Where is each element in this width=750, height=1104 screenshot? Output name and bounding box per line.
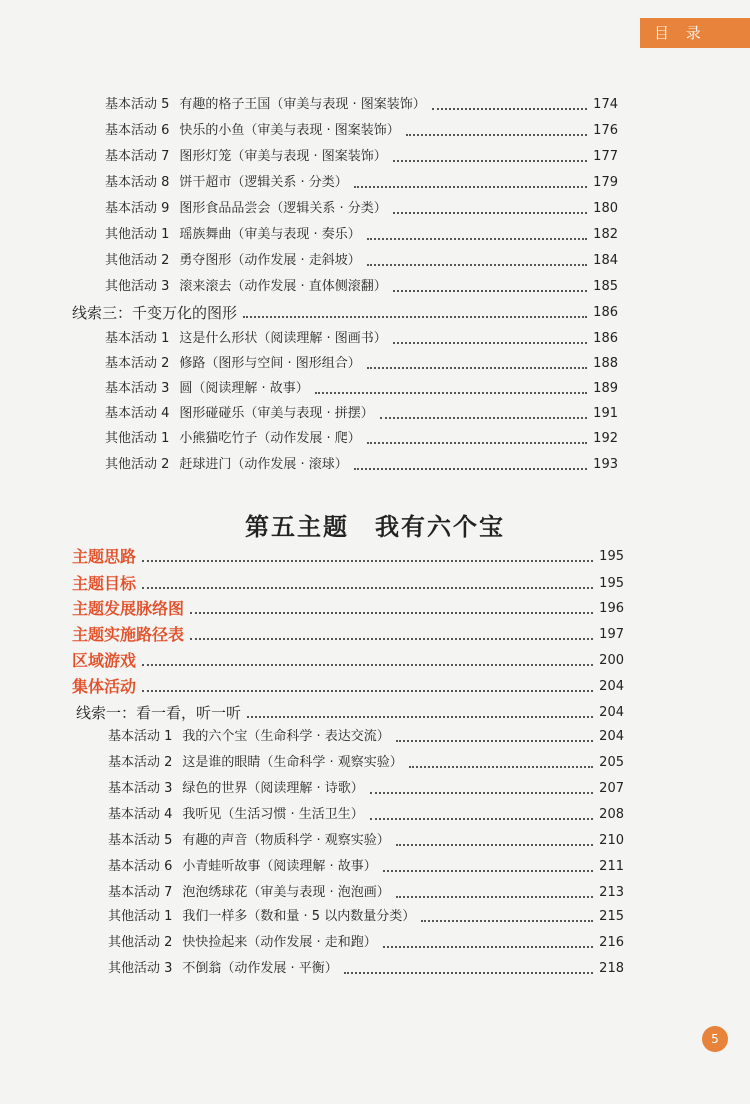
entry-title: 快乐的小鱼（审美与表现 · 图案装饰） xyxy=(179,123,400,138)
toc-entry[interactable] xyxy=(105,428,618,450)
toc-main-entry[interactable] xyxy=(72,598,624,620)
entry-title: 有趣的格子王国（审美与表现 · 图案装饰） xyxy=(179,97,426,112)
entry-page: 195 xyxy=(599,576,624,591)
entry-title: 快快捡起来（动作发展 · 走和跑） xyxy=(182,935,377,950)
entry-title: 小青蛙听故事（阅读理解 · 故事） xyxy=(182,859,377,874)
entry-title: 我的六个宝（生命科学 · 表达交流） xyxy=(182,729,390,744)
entry-page: 186 xyxy=(593,331,618,346)
entry-page: 196 xyxy=(599,601,624,616)
entry-title: 赶球进门（动作发展 · 滚球） xyxy=(179,457,348,472)
entry-label: 基本活动 1 xyxy=(108,729,173,744)
page-number-badge: 5 xyxy=(702,1026,728,1052)
toc-entry[interactable] xyxy=(105,454,618,476)
entry-page: 193 xyxy=(593,457,618,472)
entry-title: 集体活动 xyxy=(72,677,137,696)
toc-entry[interactable] xyxy=(105,250,618,272)
entry-page: 186 xyxy=(593,305,618,320)
dot-leader xyxy=(367,264,587,266)
entry-page: 197 xyxy=(599,627,624,642)
dot-leader xyxy=(243,316,587,318)
entry-label: 基本活动 7 xyxy=(105,149,170,164)
entry-title: 瑶族舞曲（审美与表现 · 奏乐） xyxy=(179,227,361,242)
toc-entry[interactable] xyxy=(105,224,618,246)
dot-leader xyxy=(367,238,587,240)
entry-label: 基本活动 6 xyxy=(105,123,170,138)
entry-page: 189 xyxy=(593,381,618,396)
toc-entry[interactable] xyxy=(108,906,624,928)
dot-leader xyxy=(142,690,593,692)
dot-leader xyxy=(383,946,593,948)
entry-page: 185 xyxy=(593,279,618,294)
entry-page: 191 xyxy=(593,406,618,421)
dot-leader xyxy=(142,587,593,589)
toc-entry[interactable] xyxy=(108,804,624,826)
entry-label: 基本活动 4 xyxy=(105,406,170,421)
entry-page: 211 xyxy=(599,859,624,874)
dot-leader xyxy=(393,212,587,214)
toc-entry[interactable] xyxy=(105,120,618,142)
toc-main-entry[interactable] xyxy=(72,573,624,595)
entry-title: 饼干超市（逻辑关系 · 分类） xyxy=(179,175,348,190)
entry-page: 179 xyxy=(593,175,618,190)
dot-leader xyxy=(370,792,593,794)
dot-leader xyxy=(142,560,593,562)
dot-leader xyxy=(370,818,593,820)
toc-entry[interactable] xyxy=(108,958,624,980)
dot-leader xyxy=(383,870,593,872)
toc-entry[interactable] xyxy=(105,353,618,375)
entry-label: 其他活动 1 xyxy=(108,909,173,924)
entry-label: 基本活动 9 xyxy=(105,201,170,216)
entry-page: 204 xyxy=(599,679,624,694)
toc-entry[interactable] xyxy=(108,882,624,904)
entry-title: 这是谁的眼睛（生命科学 · 观察实验） xyxy=(182,755,403,770)
toc-entry[interactable] xyxy=(108,830,624,852)
entry-page: 200 xyxy=(599,653,624,668)
toc-entry[interactable] xyxy=(108,726,624,748)
entry-title: 有趣的声音（物质科学 · 观察实验） xyxy=(182,833,390,848)
toc-entry[interactable] xyxy=(105,403,618,425)
entry-page: 213 xyxy=(599,885,624,900)
entry-label: 基本活动 2 xyxy=(105,356,170,371)
dot-leader xyxy=(393,160,587,162)
entry-label: 基本活动 5 xyxy=(108,833,173,848)
entry-title: 图形食品品尝会（逻辑关系 · 分类） xyxy=(179,201,387,216)
entry-page: 204 xyxy=(599,705,624,720)
entry-page: 195 xyxy=(599,549,624,564)
entry-title: 修路（图形与空间 · 图形组合） xyxy=(179,356,361,371)
entry-page: 184 xyxy=(593,253,618,268)
entry-label: 基本活动 5 xyxy=(105,97,170,112)
entry-page: 174 xyxy=(593,97,618,112)
entry-page: 205 xyxy=(599,755,624,770)
entry-label: 其他活动 2 xyxy=(108,935,173,950)
entry-page: 216 xyxy=(599,935,624,950)
dot-leader xyxy=(344,972,593,974)
thread-title: 线索一：看一看，听一听 xyxy=(76,704,242,722)
entry-title: 泡泡绣球花（审美与表现 · 泡泡画） xyxy=(182,885,390,900)
entry-title: 圆（阅读理解 · 故事） xyxy=(179,381,309,396)
dot-leader xyxy=(396,896,593,898)
entry-title: 勇夺图形（动作发展 · 走斜坡） xyxy=(179,253,361,268)
toc-entry[interactable] xyxy=(108,778,624,800)
entry-label: 基本活动 1 xyxy=(105,331,170,346)
entry-label: 基本活动 8 xyxy=(105,175,170,190)
entry-title: 主题目标 xyxy=(72,574,137,593)
toc-entry[interactable] xyxy=(105,276,618,298)
toc-entry[interactable] xyxy=(105,198,618,220)
entry-label: 其他活动 1 xyxy=(105,431,170,446)
entry-title: 不倒翁（动作发展 · 平衡） xyxy=(182,961,338,976)
entry-title: 小熊猫吃竹子（动作发展 · 爬） xyxy=(179,431,361,446)
toc-entry[interactable] xyxy=(108,752,624,774)
toc-thread-heading[interactable] xyxy=(72,302,618,324)
entry-page: 210 xyxy=(599,833,624,848)
dot-leader xyxy=(406,134,587,136)
entry-label: 基本活动 2 xyxy=(108,755,173,770)
entry-page: 207 xyxy=(599,781,624,796)
dot-leader xyxy=(409,766,593,768)
entry-label: 其他活动 3 xyxy=(105,279,170,294)
entry-label: 基本活动 3 xyxy=(105,381,170,396)
entry-page: 182 xyxy=(593,227,618,242)
toc-thread-heading[interactable] xyxy=(76,702,624,724)
dot-leader xyxy=(142,664,593,666)
entry-title: 主题思路 xyxy=(72,547,137,566)
toc-entry[interactable] xyxy=(105,172,618,194)
dot-leader xyxy=(396,844,593,846)
entry-label: 其他活动 2 xyxy=(105,457,170,472)
toc-main-entry[interactable] xyxy=(72,650,624,672)
entry-page: 192 xyxy=(593,431,618,446)
dot-leader xyxy=(396,740,593,742)
dot-leader xyxy=(432,108,587,110)
toc-entry[interactable] xyxy=(108,856,624,878)
entry-title: 滚来滚去（动作发展 · 直体侧滚翻） xyxy=(179,279,387,294)
toc-main-entry[interactable] xyxy=(72,676,624,698)
thread-title: 线索三：千变万化的图形 xyxy=(72,304,238,322)
entry-title: 主题实施路径表 xyxy=(72,625,185,644)
dot-leader xyxy=(190,638,593,640)
entry-title: 我们一样多（数和量 · 5 以内数量分类） xyxy=(182,909,416,924)
entry-title: 图形灯笼（审美与表现 · 图案装饰） xyxy=(179,149,387,164)
entry-label: 基本活动 6 xyxy=(108,859,173,874)
dot-leader xyxy=(393,290,587,292)
dot-leader xyxy=(354,468,587,470)
toc-entry[interactable] xyxy=(105,146,618,168)
dot-leader xyxy=(367,367,587,369)
dot-leader xyxy=(315,392,587,394)
dot-leader xyxy=(380,417,587,419)
entry-title: 图形碰碰乐（审美与表现 · 拼摆） xyxy=(179,406,374,421)
toc-main-entry[interactable] xyxy=(72,546,624,568)
entry-title: 绿色的世界（阅读理解 · 诗歌） xyxy=(182,781,364,796)
dot-leader xyxy=(354,186,587,188)
entry-title: 我听见（生活习惯 · 生活卫生） xyxy=(182,807,364,822)
entry-page: 188 xyxy=(593,356,618,371)
dot-leader xyxy=(421,920,593,922)
entry-label: 基本活动 7 xyxy=(108,885,173,900)
entry-label: 其他活动 3 xyxy=(108,961,173,976)
entry-label: 其他活动 1 xyxy=(105,227,170,242)
entry-label: 其他活动 2 xyxy=(105,253,170,268)
entry-title: 主题发展脉络图 xyxy=(72,599,185,618)
dot-leader xyxy=(190,612,593,614)
entry-page: 215 xyxy=(599,909,624,924)
toc-main-entry[interactable] xyxy=(72,624,624,646)
entry-page: 204 xyxy=(599,729,624,744)
entry-page: 176 xyxy=(593,123,618,138)
entry-title: 这是什么形状（阅读理解 · 图画书） xyxy=(179,331,387,346)
entry-page: 180 xyxy=(593,201,618,216)
theme-heading: 第五主题 我有六个宝 xyxy=(245,512,505,541)
entry-title: 区域游戏 xyxy=(72,651,137,670)
toc-entry[interactable] xyxy=(108,932,624,954)
toc-entry[interactable] xyxy=(105,328,618,350)
entry-label: 基本活动 3 xyxy=(108,781,173,796)
entry-label: 基本活动 4 xyxy=(108,807,173,822)
toc-header-tab: 目 录 xyxy=(640,18,750,48)
dot-leader xyxy=(247,716,593,718)
toc-entry[interactable] xyxy=(105,94,618,116)
entry-page: 218 xyxy=(599,961,624,976)
dot-leader xyxy=(367,442,587,444)
entry-page: 208 xyxy=(599,807,624,822)
toc-entry[interactable] xyxy=(105,378,618,400)
entry-page: 177 xyxy=(593,149,618,164)
dot-leader xyxy=(393,342,587,344)
